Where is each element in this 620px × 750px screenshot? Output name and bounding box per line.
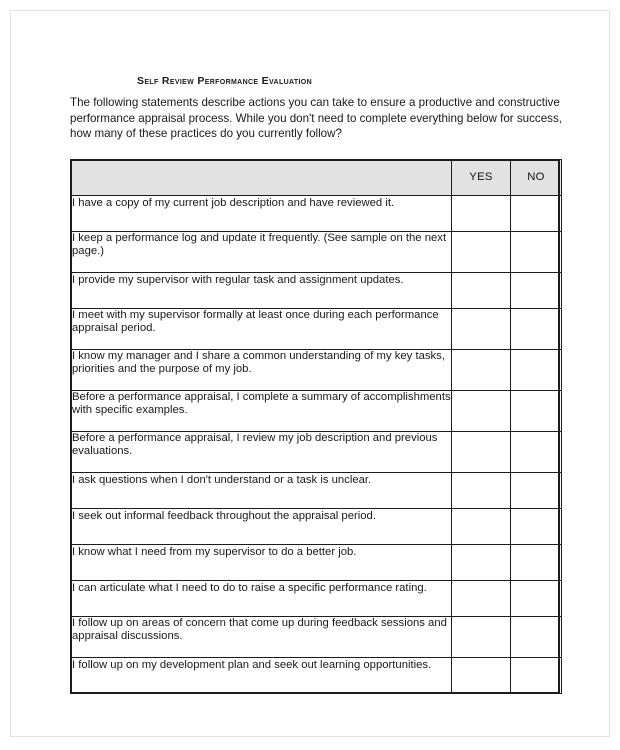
statement-cell: I follow up on areas of concern that come up during feedback sessions and appraisal discussions.: [72, 616, 452, 657]
table-header: [72, 159, 562, 195]
no-checkbox-cell[interactable]: [511, 616, 562, 657]
table-row: [72, 195, 562, 231]
no-checkbox-cell[interactable]: [511, 390, 562, 431]
table-body: [72, 195, 562, 693]
yes-checkbox-cell[interactable]: [452, 580, 511, 616]
statement-cell: I know what I need from my supervisor to do a better job.: [72, 544, 452, 580]
table-header-row: [72, 159, 562, 195]
page-title: Self Review Performance Evaluation: [137, 75, 312, 87]
table-row: [72, 657, 562, 693]
no-checkbox-cell[interactable]: [511, 472, 562, 508]
table-row: [72, 231, 562, 272]
statement-cell: I provide my supervisor with regular task and assignment updates.: [72, 272, 452, 308]
statement-cell: Before a performance appraisal, I review my job description and previous evaluations.: [72, 431, 452, 472]
statement-cell: I know my manager and I share a common understanding of my key tasks, priorities and the purpose of my job.: [72, 349, 452, 390]
intro-paragraph: The following statements describe actions you can take to ensure a productive and constructive performance appraisal process. While you don't need to complete everything below for success, how many of these practices do you currently follow?: [70, 96, 562, 141]
no-checkbox-cell[interactable]: [511, 657, 562, 693]
statement-cell: I ask questions when I don't understand or a task is unclear.: [72, 472, 452, 508]
no-checkbox-cell[interactable]: [511, 308, 562, 349]
column-header-no: NO: [511, 159, 562, 195]
table-row: [72, 508, 562, 544]
table-row: [72, 580, 562, 616]
no-checkbox-cell[interactable]: [511, 508, 562, 544]
yes-checkbox-cell[interactable]: [452, 544, 511, 580]
statement-cell: I meet with my supervisor formally at least once during each performance appraisal period.: [72, 308, 452, 349]
yes-checkbox-cell[interactable]: [452, 195, 511, 231]
no-checkbox-cell[interactable]: [511, 431, 562, 472]
yes-checkbox-cell[interactable]: [452, 390, 511, 431]
table-row: [72, 308, 562, 349]
page-content: [70, 75, 570, 694]
statement-cell: Before a performance appraisal, I complete a summary of accomplishments with specific examples.: [72, 390, 452, 431]
yes-checkbox-cell[interactable]: [452, 616, 511, 657]
statement-cell: I have a copy of my current job description and have reviewed it.: [72, 195, 452, 231]
no-checkbox-cell[interactable]: [511, 272, 562, 308]
table-row: [72, 272, 562, 308]
yes-checkbox-cell[interactable]: [452, 231, 511, 272]
no-checkbox-cell[interactable]: [511, 349, 562, 390]
table-row: [72, 431, 562, 472]
table-row: [72, 349, 562, 390]
evaluation-table: [71, 159, 562, 694]
yes-checkbox-cell[interactable]: [452, 508, 511, 544]
yes-checkbox-cell[interactable]: [452, 272, 511, 308]
table-row: [72, 544, 562, 580]
table-row: [72, 472, 562, 508]
statement-cell: I seek out informal feedback throughout the appraisal period.: [72, 508, 452, 544]
yes-checkbox-cell[interactable]: [452, 308, 511, 349]
statement-cell: I follow up on my development plan and seek out learning opportunities.: [72, 657, 452, 693]
no-checkbox-cell[interactable]: [511, 231, 562, 272]
column-header-statement: [72, 159, 452, 195]
statement-cell: I keep a performance log and update it frequently. (See sample on the next page.): [72, 231, 452, 272]
no-checkbox-cell[interactable]: [511, 195, 562, 231]
no-checkbox-cell[interactable]: [511, 544, 562, 580]
yes-checkbox-cell[interactable]: [452, 349, 511, 390]
page-sheet: [10, 10, 610, 737]
table-row: [72, 390, 562, 431]
statement-cell: I can articulate what I need to do to raise a specific performance rating.: [72, 580, 452, 616]
evaluation-table-wrapper: [70, 159, 560, 694]
yes-checkbox-cell[interactable]: [452, 657, 511, 693]
no-checkbox-cell[interactable]: [511, 580, 562, 616]
column-header-yes: YES: [452, 159, 511, 195]
yes-checkbox-cell[interactable]: [452, 431, 511, 472]
yes-checkbox-cell[interactable]: [452, 472, 511, 508]
table-row: [72, 616, 562, 657]
